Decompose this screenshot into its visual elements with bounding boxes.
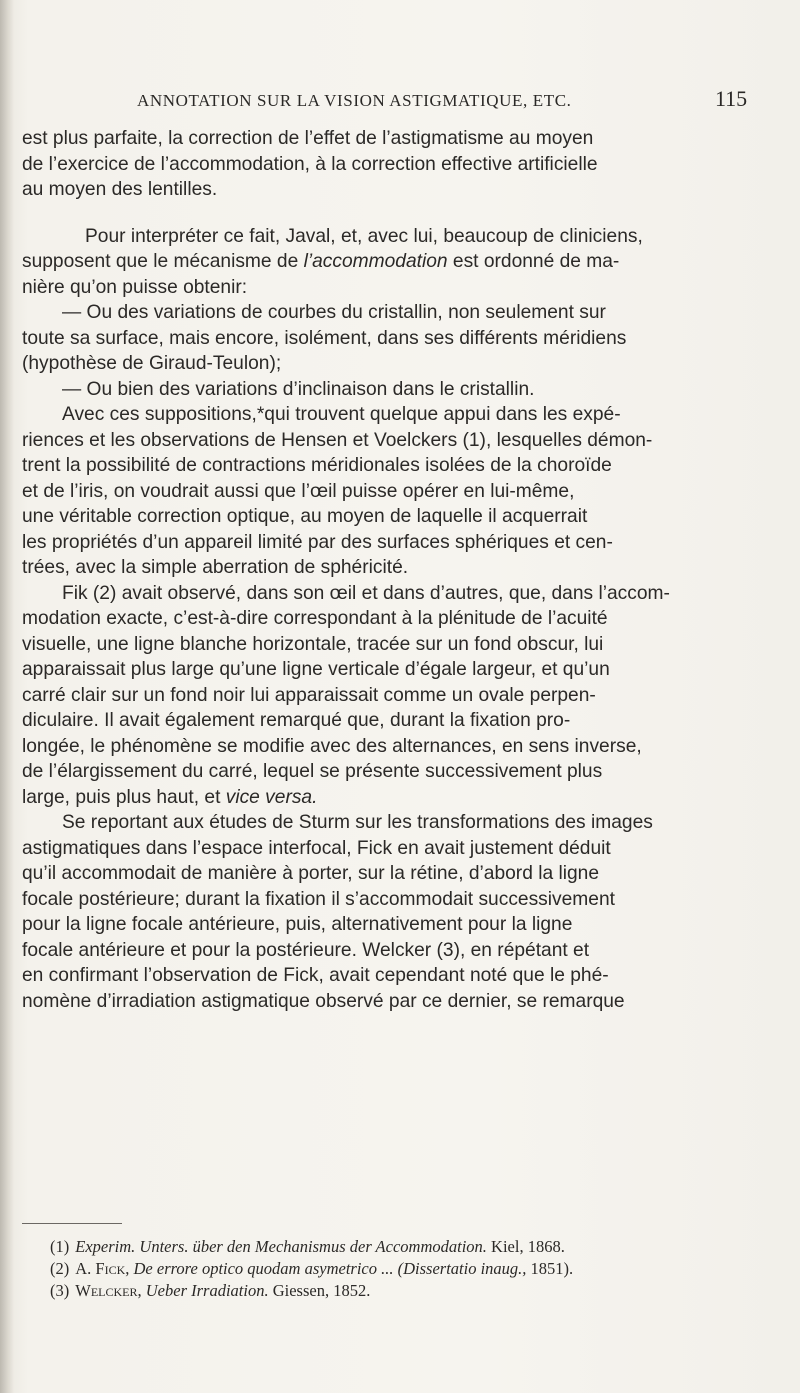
footnote-2: (2) A. Fick, De errore optico quodam asymetrico ... (Dissertatio inaug., 1851). bbox=[50, 1259, 574, 1278]
text-line: de l’élargissement du carré, lequel se présente successivement plus bbox=[22, 761, 603, 782]
text-line: focale postérieure; durant la fixation il s’accommodait successivement bbox=[22, 888, 615, 910]
footnote-3: (3) Welcker, Ueber Irradiation. Giessen, 1852. bbox=[50, 1281, 371, 1300]
text-line: longée, le phénomène se modifie avec des alternances, en sens inverse, bbox=[22, 735, 642, 757]
text-line: une véritable correction optique, au moyen de laquelle il acquerrait bbox=[22, 506, 588, 527]
main-text bbox=[22, 126, 800, 1014]
text-line: visuelle, une ligne blanche horizontale, tracée sur un fond obscur, lui bbox=[22, 633, 604, 655]
text-line: pour la ligne focale antérieure, puis, alternativement pour la ligne bbox=[22, 914, 573, 935]
paragraph-start-line: Se reportant aux études de Sturm sur les transformations des images bbox=[62, 812, 653, 833]
text-line: diculaire. Il avait également remarqué que, durant la fixation pro- bbox=[22, 710, 571, 731]
text-line: riences et les observations de Hensen et Voelckers (1), lesquelles démon- bbox=[22, 429, 653, 451]
paragraph-start-line: Pour interpréter ce fait, Javal, et, avec lui, beaucoup de cliniciens, bbox=[85, 225, 643, 247]
running-header: ANNOTATION SUR LA VISION ASTIGMATIQUE, ETC. bbox=[137, 91, 572, 110]
text-line: les propriétés d’un appareil limité par des surfaces sphériques et cen- bbox=[22, 531, 613, 553]
paragraph-start-line: Fik (2) avait observé, dans son œil et dans d’autres, que, dans l’accom- bbox=[62, 582, 670, 604]
text-line: (hypothèse de Giraud-Teulon); bbox=[22, 353, 282, 374]
paragraph-start-line: Avec ces suppositions,*qui trouvent quelque appui dans les expé- bbox=[62, 404, 621, 425]
text-line: astigmatiques dans l’espace interfocal, Fick en avait justement déduit bbox=[22, 837, 611, 859]
emphasis-term: vice versa. bbox=[225, 786, 318, 808]
text-line: nière qu’on puisse obtenir: bbox=[22, 276, 248, 298]
footnotes bbox=[50, 1236, 770, 1302]
text-line: nomène d’irradiation astigmatique observé par ce dernier, se remarque bbox=[22, 990, 625, 1012]
text-line: toute sa surface, mais encore, isolément, dans ses différents méridiens bbox=[22, 327, 627, 349]
emphasis-term: l’accommodation bbox=[303, 251, 448, 272]
text-line: et de l’iris, on voudrait aussi que l’œil puisse opérer en lui-même, bbox=[22, 480, 575, 502]
text-line: large, puis plus haut, et vice versa. bbox=[22, 786, 318, 808]
footnote-1: (1) Experim. Unters. über den Mechanismus der Accommodation. Kiel, 1868. bbox=[50, 1237, 565, 1256]
text-line: trent la possibilité de contractions méridionales isolées de la choroïde bbox=[22, 455, 612, 476]
page-number: 115 bbox=[715, 86, 748, 111]
text-line: est plus parfaite, la correction de l’effet de l’astigmatisme au moyen bbox=[22, 128, 594, 149]
text-line: modation exacte, c’est-à-dire correspondant à la plénitude de l’acuité bbox=[22, 608, 608, 629]
list-item-line: — Ou bien des variations d’inclinaison dans le cristallin. bbox=[62, 378, 535, 400]
text-line: en confirmant l’observation de Fick, avait cependant noté que le phé- bbox=[22, 965, 609, 986]
text-line: qu’il accommodait de manière à porter, sur la rétine, d’abord la ligne bbox=[22, 863, 600, 884]
list-item-line: — Ou des variations de courbes du cristallin, non seulement sur bbox=[62, 302, 606, 323]
text-line: apparaissait plus large qu’une ligne verticale d’égale largeur, et qu’un bbox=[22, 659, 610, 680]
text-line: au moyen des lentilles. bbox=[22, 179, 218, 200]
text-line: supposent que le mécanisme de l’accommodation est ordonné de ma- bbox=[22, 251, 620, 272]
footnote-divider bbox=[22, 1223, 122, 1224]
text-line: trées, avec la simple aberration de sphéricité. bbox=[22, 557, 409, 578]
text-line: focale antérieure et pour la postérieure. Welcker (3), en répétant et bbox=[22, 939, 590, 961]
text-line: de l’exercice de l’accommodation, à la correction effective artificielle bbox=[22, 153, 598, 175]
text-line: carré clair sur un fond noir lui apparaissait comme un ovale perpen- bbox=[22, 684, 596, 706]
page-gutter-shadow bbox=[0, 0, 14, 1393]
